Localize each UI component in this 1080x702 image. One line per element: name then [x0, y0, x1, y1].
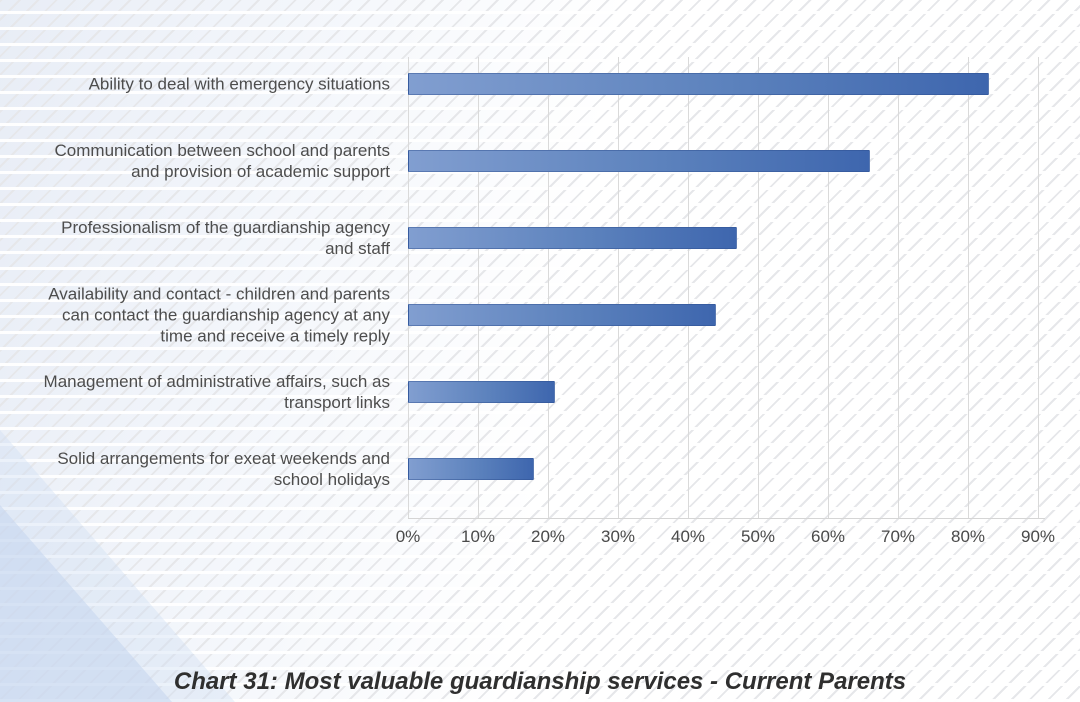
category-label: Ability to deal with emergency situations — [88, 74, 390, 94]
bar — [408, 458, 534, 480]
category-label: Communication between school and parents and provision of academic support — [54, 140, 390, 181]
bar — [408, 150, 870, 172]
x-tick-label: 30% — [600, 527, 636, 546]
x-tick-label: 80% — [950, 527, 986, 546]
bar-row — [0, 365, 1080, 442]
bar-row — [0, 134, 1080, 211]
category-label: Availability and contact - children and parents can contact the guardianship agency at any time and receive a timely reply — [48, 284, 390, 346]
x-tick-label: 10% — [460, 527, 496, 546]
x-tick-label: 60% — [810, 527, 846, 546]
category-label: Professionalism of the guardianship agency and staff — [61, 217, 390, 258]
bar-row — [0, 284, 1080, 365]
x-tick-label: 50% — [740, 527, 776, 546]
category-label: Solid arrangements for exeat weekends and school holidays — [57, 448, 390, 489]
x-tick-label: 0% — [395, 527, 421, 546]
x-tick-label: 70% — [880, 527, 916, 546]
x-tick-label: 20% — [530, 527, 566, 546]
bar — [408, 304, 716, 326]
chart-caption: Chart 31: Most valuable guardianship services - Current Parents — [173, 668, 907, 695]
x-tick-label: 90% — [1020, 527, 1056, 546]
x-tick-label: 40% — [670, 527, 706, 546]
bar-row — [0, 442, 1080, 519]
bar — [408, 73, 989, 95]
bar-row — [0, 57, 1080, 134]
bar — [408, 381, 555, 403]
x-axis — [395, 527, 1068, 549]
bar — [408, 227, 737, 249]
bar-row — [0, 211, 1080, 288]
category-label: Management of administrative affairs, such as transport links — [43, 371, 390, 412]
